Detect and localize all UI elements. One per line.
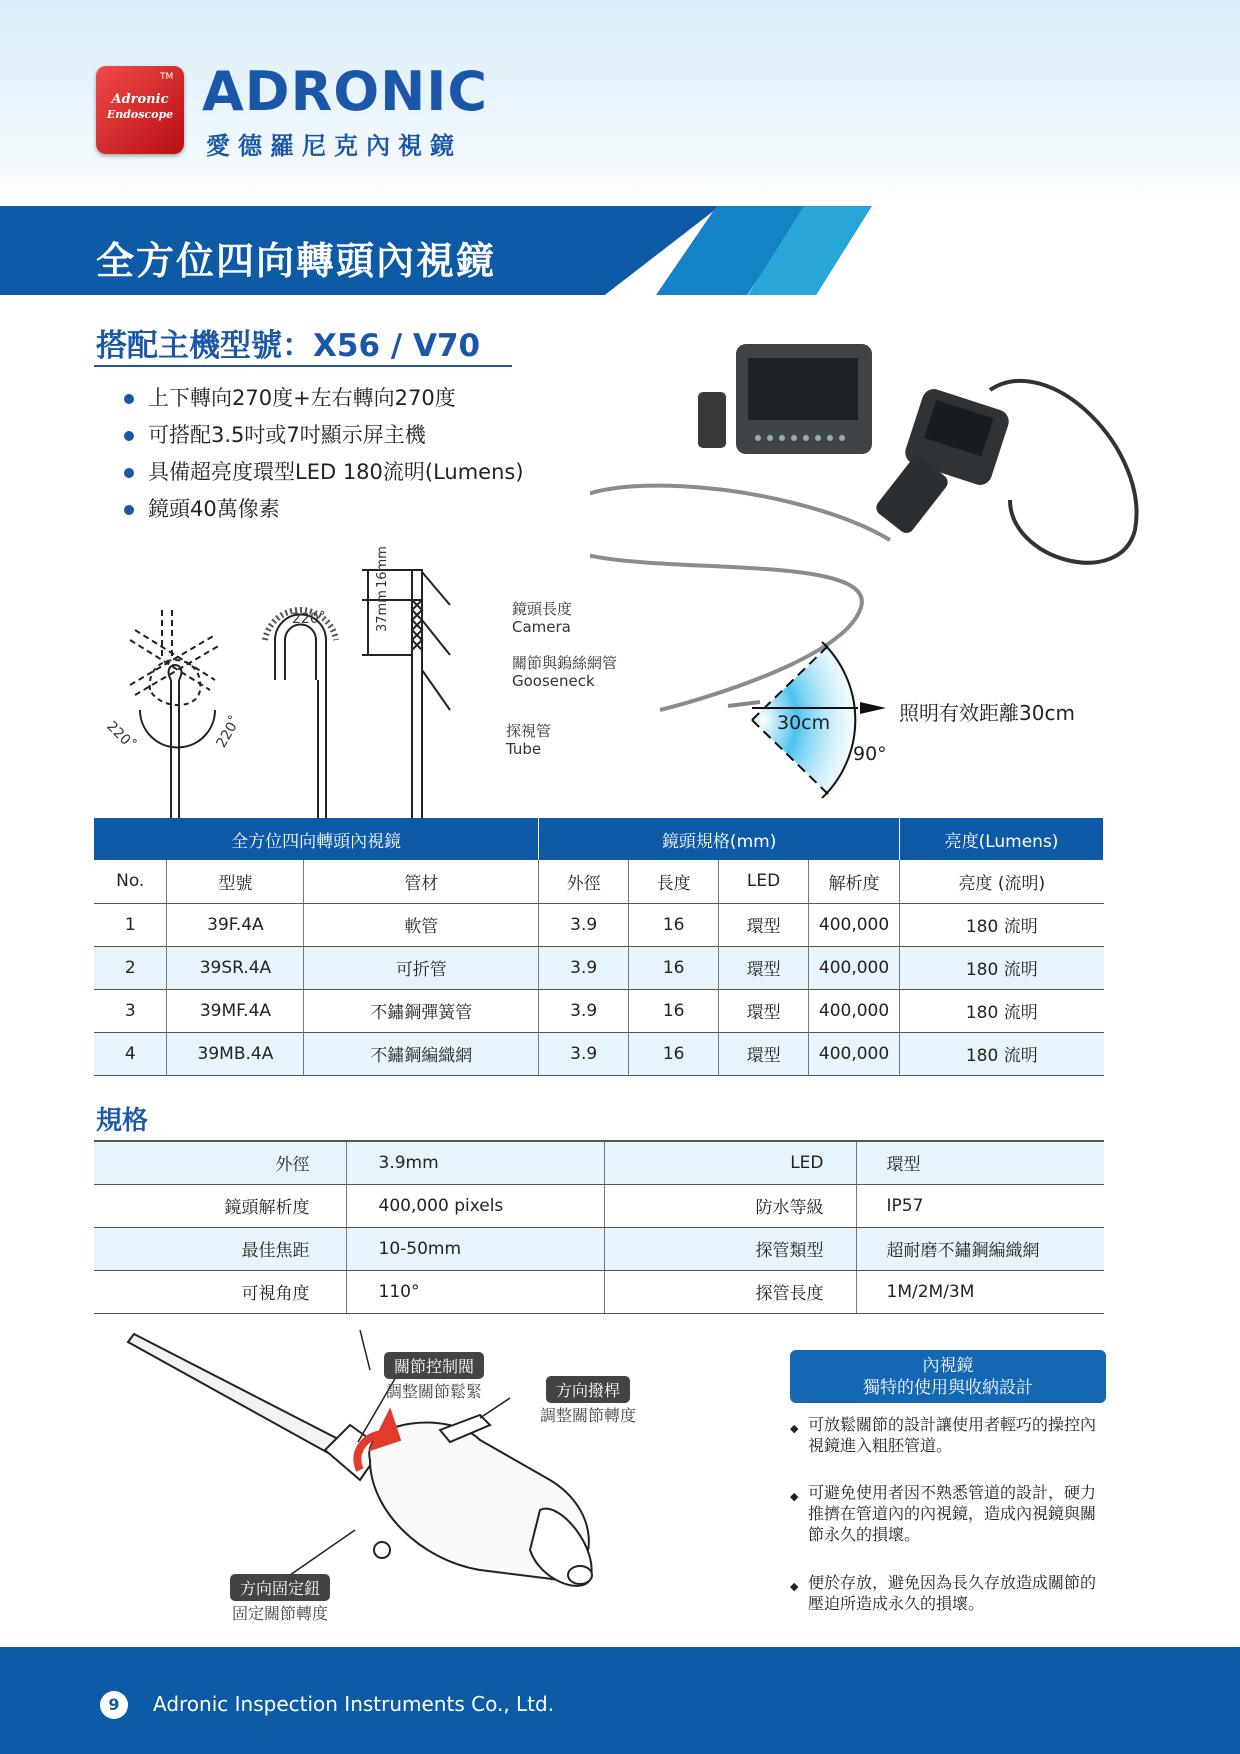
table-cell: 400,000 (809, 989, 900, 1032)
spec-value: 1M/2M/3M (856, 1270, 1104, 1313)
design-bullet: ◆ 可避免使用者因不熟悉管道的設計，硬力推擠在管道內的內視鏡，造成內視鏡與關節永久的損壞。 (790, 1483, 1097, 1544)
dim-head-label: 16mm (375, 546, 390, 588)
joint-valve-callout (384, 1352, 484, 1402)
company-name: Adronic Inspection Instruments Co., Ltd. (153, 1692, 555, 1716)
page-title: 全方位四向轉頭內視鏡 (96, 239, 497, 283)
column-header: 亮度 (流明) (900, 860, 1104, 903)
column-header: 外徑 (539, 860, 629, 903)
specs-title: 規格 (96, 1106, 149, 1136)
spec-value: 環型 (856, 1141, 1104, 1184)
tube-label: 探視管 Tube (506, 722, 552, 758)
table-cell: 180 流明 (965, 917, 1038, 937)
logo-badge-text: Adronic (111, 92, 169, 107)
table-cell: 39MB.4A (167, 1032, 304, 1075)
table-cell: 不鏽鋼彈簧管 (304, 989, 539, 1032)
dim-total-label: 37mm (375, 590, 390, 632)
table-cell: 180 流明 (965, 1003, 1038, 1023)
table-cell: 環型 (719, 989, 809, 1032)
lever-callout (540, 1376, 636, 1426)
diamond-bullet-icon: ◆ (790, 1422, 799, 1435)
trademark-mark: TM (160, 72, 174, 82)
lock-callout (230, 1574, 330, 1624)
angle-right-label: 220˚ (213, 713, 245, 751)
diamond-bullet-icon: ◆ (790, 1490, 799, 1503)
lock-label: 方向固定鈕 (230, 1574, 330, 1601)
spec-value: IP57 (856, 1184, 1104, 1227)
table-cell: 3.9 (539, 903, 629, 946)
angle-top-label: 220˚ (292, 611, 326, 627)
column-header: 管材 (304, 860, 539, 903)
table-cell: 16 (629, 989, 719, 1032)
spec-key: 外徑 (94, 1141, 346, 1184)
specs-table (94, 1140, 1104, 1314)
column-header: 長度 (629, 860, 719, 903)
joint-valve-desc: 調整關節鬆緊 (386, 1382, 483, 1401)
design-bullet: ◆ 便於存放，避免因為長久存放造成關節的壓迫所造成永久的損壞。 (790, 1573, 1097, 1613)
table-cell: 400,000 (809, 903, 900, 946)
articulation-diagram (100, 560, 620, 820)
gooseneck-label: 關節與鎢絲網管 Gooseneck (512, 654, 618, 690)
spec-key: 探管長度 (604, 1270, 856, 1313)
light-range-label: 照明有效距離30cm (899, 701, 1075, 725)
table-cell: 16 (629, 946, 719, 989)
table-cell: 環型 (719, 946, 809, 989)
spec-key: 探管類型 (604, 1227, 856, 1270)
handle-illustration (120, 1330, 620, 1630)
table-group-header: 亮度(Lumens) (900, 818, 1104, 860)
table-row (94, 1141, 1104, 1184)
table-cell: 39F.4A (167, 903, 304, 946)
bullet-dot-icon (124, 468, 134, 478)
table-cell: 軟管 (304, 903, 539, 946)
column-header: LED (719, 860, 809, 903)
spec-value: 110° (346, 1270, 604, 1313)
column-header: 型號 (167, 860, 304, 903)
table-row (94, 1032, 1104, 1075)
spec-key: LED (604, 1141, 856, 1184)
model-title: 搭配主機型號：X56 / V70 (96, 328, 481, 364)
angle-label: 90° (853, 743, 887, 765)
table-row (94, 903, 1104, 946)
table-cell: 3.9 (539, 989, 629, 1032)
table-cell: 180 流明 (965, 960, 1038, 980)
table-cell: 4 (94, 1032, 167, 1075)
spec-key: 最佳焦距 (94, 1227, 346, 1270)
table-row (94, 989, 1104, 1032)
table-cell: 3.9 (539, 1032, 629, 1075)
spec-key: 鏡頭解析度 (94, 1184, 346, 1227)
table-cell: 不鏽鋼編織網 (304, 1032, 539, 1075)
design-bullet: ◆ 可放鬆關節的設計讓使用者輕巧的操控內視鏡進入粗胚管道。 (790, 1415, 1097, 1455)
table-group-header: 鏡頭規格(mm) (539, 818, 900, 860)
table-row (94, 1227, 1104, 1270)
spec-value: 400,000 pixels (346, 1184, 604, 1227)
column-header: No. (94, 860, 167, 903)
bullet-dot-icon (124, 505, 134, 515)
spec-key: 防水等級 (604, 1184, 856, 1227)
product-table (94, 818, 1104, 1076)
page-number: 9 (100, 1691, 128, 1719)
bullet-dot-icon (124, 394, 134, 404)
feature-item: 上下轉向270度+左右轉向270度 (124, 382, 456, 412)
table-cell: 16 (629, 1032, 719, 1075)
distance-label: 30cm (777, 712, 831, 734)
table-cell: 3.9 (539, 946, 629, 989)
table-cell: 1 (94, 903, 167, 946)
arrow-right-icon (860, 702, 886, 714)
feature-item: 可搭配3.5吋或7吋顯示屏主機 (124, 419, 426, 449)
spec-value: 3.9mm (346, 1141, 604, 1184)
table-cell: 180 流明 (965, 1046, 1038, 1066)
lock-desc: 固定關節轉度 (232, 1604, 329, 1623)
bullet-dot-icon (124, 431, 134, 441)
table-row (94, 1184, 1104, 1227)
design-box (790, 1350, 1106, 1403)
joint-valve-label: 關節控制閥 (384, 1352, 484, 1379)
table-row (94, 946, 1104, 989)
table-cell: 環型 (719, 903, 809, 946)
table-cell: 2 (94, 946, 167, 989)
logo-badge-subtext: Endoscope (106, 108, 174, 121)
angle-left-label: 220˚ (103, 718, 139, 754)
table-cell: 39MF.4A (167, 989, 304, 1032)
spec-key: 可視角度 (94, 1270, 346, 1313)
lever-label: 方向撥桿 (546, 1376, 630, 1403)
table-row (94, 1270, 1104, 1313)
diamond-bullet-icon: ◆ (790, 1580, 799, 1593)
monitor-screen (748, 358, 858, 420)
feature-item: 鏡頭40萬像素 (124, 493, 280, 523)
table-cell: 環型 (719, 1032, 809, 1075)
camera-label: 鏡頭長度 Camera (512, 600, 573, 636)
design-title: 內視鏡 (922, 1356, 974, 1376)
brand-name-chinese: 愛德羅尼克內視鏡 (206, 132, 462, 160)
table-cell: 3 (94, 989, 167, 1032)
table-cell: 400,000 (809, 1032, 900, 1075)
column-header: 解析度 (809, 860, 900, 903)
spec-value: 10-50mm (346, 1227, 604, 1270)
remote-control (698, 392, 726, 448)
table-group-header: 全方位四向轉頭內視鏡 (94, 818, 539, 860)
spec-value: 超耐磨不鏽鋼編織網 (856, 1227, 1104, 1270)
title-underline (94, 365, 512, 367)
lever-desc: 調整關節轉度 (540, 1406, 637, 1425)
table-cell: 39SR.4A (167, 946, 304, 989)
table-cell: 16 (629, 903, 719, 946)
brand-name: ADRONIC (202, 60, 489, 123)
table-cell: 可折管 (304, 946, 539, 989)
design-subtitle: 獨特的使用與收納設計 (863, 1378, 1033, 1398)
feature-item: 具備超亮度環型LED 180流明(Lumens) (124, 456, 524, 486)
table-cell: 400,000 (809, 946, 900, 989)
